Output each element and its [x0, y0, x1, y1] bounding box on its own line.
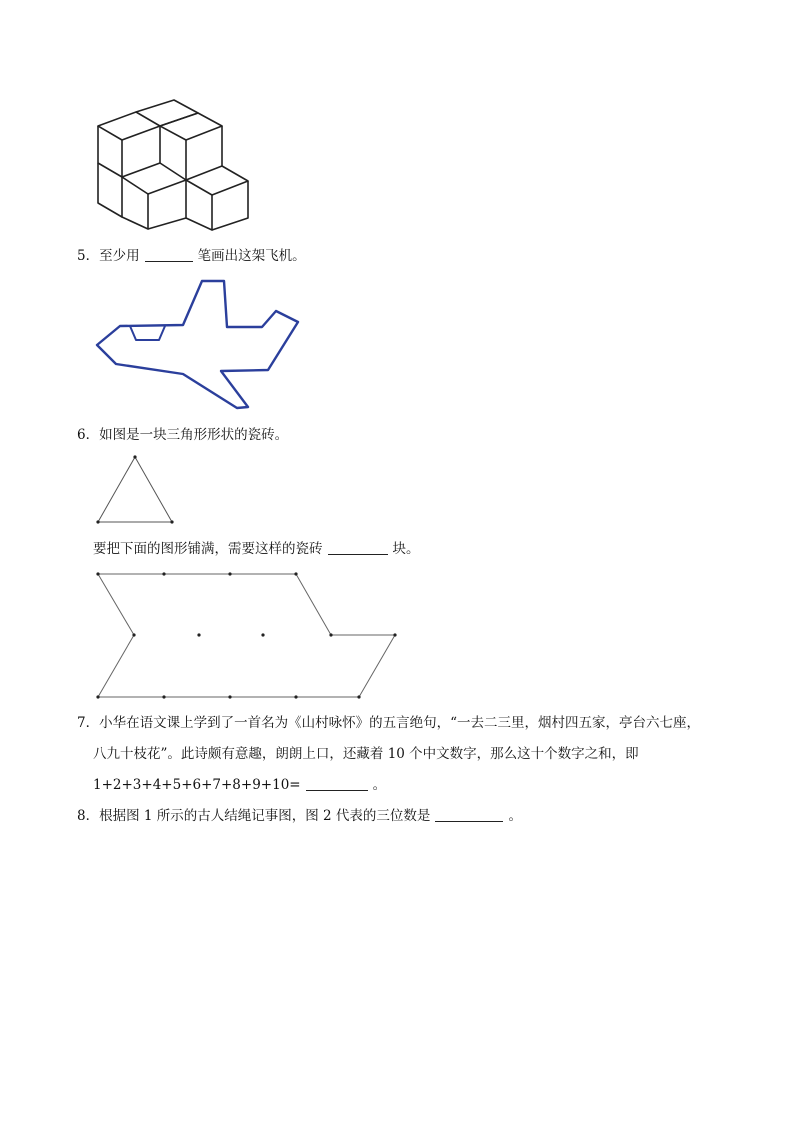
question-number: 5．	[77, 248, 100, 264]
question-number: 8．	[77, 808, 100, 824]
question-text: 至少用	[99, 248, 140, 264]
question-text: 八九十枝花”。此诗颇有意趣，朗朗上口，还藏着 10 个中文数字，那么这十个数字之和，即	[93, 746, 639, 762]
answer-blank[interactable]	[435, 807, 503, 822]
question-8	[77, 806, 522, 826]
question-number: 6．	[77, 427, 100, 443]
question-text: 小华在语文课上学到了一首名为《山村咏怀》的五言绝句，“一去二三里，烟村四五家，亭台六七座，	[99, 715, 700, 731]
question-text: 要把下面的图形铺满，需要这样的瓷砖	[93, 541, 323, 557]
answer-blank[interactable]	[306, 776, 368, 791]
question-7-line-3	[93, 775, 386, 795]
question-text: 。	[508, 808, 522, 824]
question-number: 7．	[77, 715, 100, 731]
question-text: 1+2+3+4+5+6+7+8+9+10=	[93, 777, 301, 793]
question-7-line-2	[93, 744, 639, 764]
question-text: 根据图 1 所示的古人结绳记事图，图 2 代表的三位数是	[99, 808, 431, 824]
question-text: 。	[372, 777, 387, 793]
question-7	[77, 713, 700, 733]
question-text: 笔画出这架飞机。	[197, 248, 306, 264]
question-text: 块。	[392, 541, 420, 557]
question-text: 如图是一块三角形形状的瓷砖。	[99, 427, 289, 443]
